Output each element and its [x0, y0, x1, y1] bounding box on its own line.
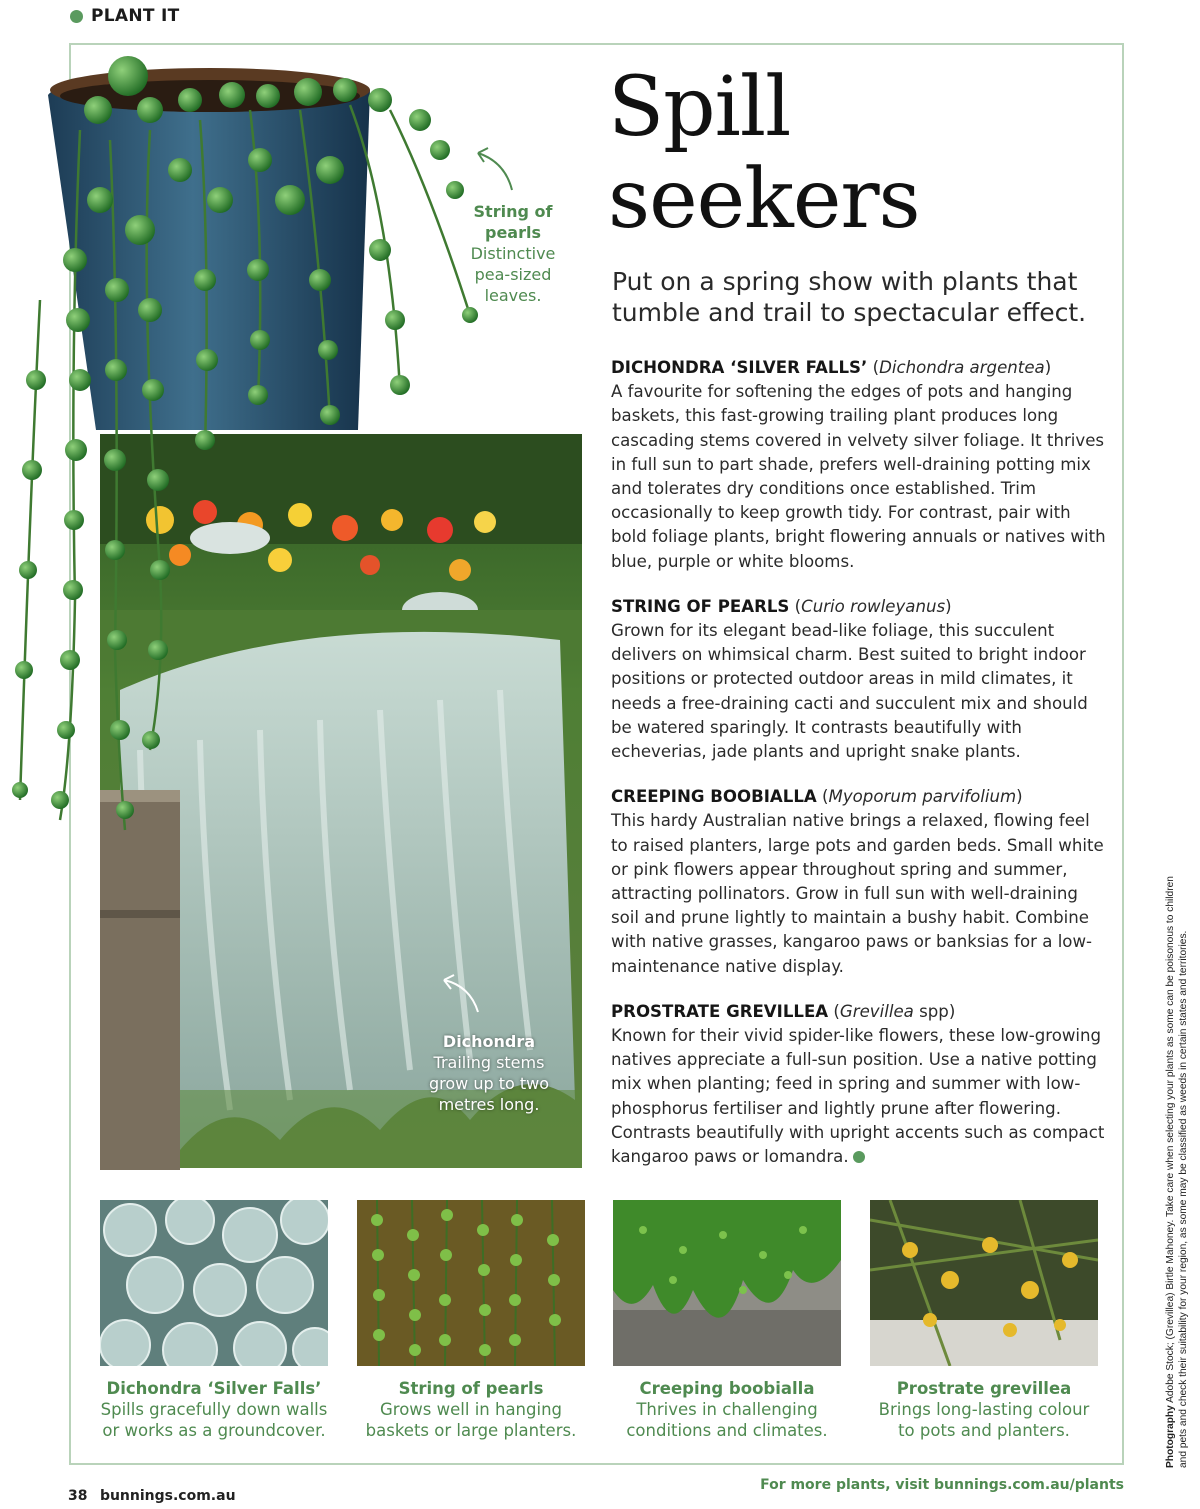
standfirst: Put on a spring show with plants that tumble and trail to spectacular effect. — [612, 267, 1087, 327]
end-mark-icon — [853, 1151, 865, 1163]
thumbnail-title: Prostrate grevillea — [896, 1379, 1072, 1398]
plant-entry: STRING OF PEARLS (Curio rowleyanus) Grown for its elegant bead-like foliage, this succulent delivers on whimsical charm. Best suited to bright indoor positions or protected outdoor areas in mild climates, it needs a free-draining cacti and succulent mix and should be watered sparingly. It contrasts beautifully with echeverias, jade plants and upright snake plants. — [611, 596, 1088, 762]
section-dot-icon — [70, 10, 83, 23]
thumbnail-card — [870, 1200, 1098, 1441]
callout-title: Dichondra — [442, 1032, 536, 1051]
plant-entry: CREEPING BOOBIALLA (Myoporum parvifolium) This hardy Australian native brings a relaxed, flowing feel to raised planters, large pots and garden beds. Small white or pink flowers appear throughout spring and summer, attracting pollinators. Grow in full sun with well-draining soil and prune lightly to maintain a bushy habit. Combine with native grasses, kangaroo paws or banksias for a low-maintenance native display. — [611, 787, 1104, 976]
callout-title: String of pearls — [473, 202, 553, 242]
thumbnail-text: Grows well in hanging baskets or large planters. — [365, 1400, 577, 1440]
thumbnail-title: Dichondra ‘Silver Falls’ — [106, 1379, 322, 1398]
section-label: PLANT IT — [91, 6, 180, 26]
callout-string-of-pearls — [452, 201, 574, 306]
title-line-1: Spill — [608, 60, 791, 155]
section-tag — [70, 6, 180, 26]
plant-latin-name: Dichondra argentea — [879, 358, 1045, 377]
title-line-2: seekers — [608, 152, 920, 247]
plant-entries — [611, 356, 1111, 1190]
thumbnail-card — [357, 1200, 585, 1441]
thumbnail-title: Creeping boobialla — [639, 1379, 815, 1398]
thumbnail-text: Brings long-lasting colour to pots and planters. — [878, 1400, 1090, 1440]
more-plants-link[interactable]: For more plants, visit bunnings.com.au/plants — [760, 1477, 1124, 1493]
dichondra-photo — [100, 1200, 328, 1366]
footer-left — [68, 1488, 236, 1504]
photo-credit — [1164, 868, 1190, 1468]
prostrate-grevillea-photo — [870, 1200, 1098, 1366]
plant-latin-name: Myoporum parvifolium — [828, 787, 1017, 807]
plant-name: STRING OF PEARLS — [611, 596, 790, 616]
site-name: bunnings.com.au — [99, 1488, 236, 1504]
plant-entry: DICHONDRA ‘SILVER FALLS’ (Dichondra argentea) A favourite for softening the edges of pots and hanging baskets, this fast-growing trailing plant produces long cascading stems covered in velvety silver foliage. It thrives in full sun to part shade, prefers well-draining potting mix and tolerates dry conditions once established. Trim occasionally to keep growth tidy. For contrast, pair with bold foliage plants, bright flowering annuals or natives with blue, purple or white blooms. — [611, 358, 1106, 571]
creeping-boobialla-photo — [613, 1200, 841, 1366]
plant-description: Grown for its elegant bead-like foliage, this succulent delivers on whimsical charm. Best suited to bright indoor positions or protected outdoor areas in mild climates, it needs a free-draining cacti and succulent mix and should be watered sparingly. It contrasts beautifully with echeverias, jade plants and upright snake plants. — [611, 621, 1088, 762]
plant-description: A favourite for softening the edges of pots and hanging baskets, this fast-growing trailing plant produces long cascading stems covered in velvety silver foliage. It thrives in full sun to part shade, prefers well-draining potting mix and tolerates dry conditions once established. Trim occasionally to keep growth tidy. For contrast, pair with bold foliage plants, bright flowering annuals or natives with blue, purple or white blooms. — [611, 382, 1106, 571]
plant-description: This hardy Australian native brings a relaxed, flowing feel to raised planters, large pots and garden beds. Small white or pink flowers appear throughout spring and summer, attracting pollinators. Grow in full sun with well-draining soil and prune lightly to maintain a bushy habit. Combine with native grasses, kangaroo paws or banksias for a low-maintenance native display. — [611, 811, 1104, 976]
thumbnail-caption — [100, 1378, 328, 1441]
thumbnail-card — [613, 1200, 841, 1441]
page-number: 38 — [68, 1488, 88, 1504]
thumbnail-title: String of pearls — [398, 1379, 544, 1398]
callout-text: Distinctive pea-sized leaves. — [470, 244, 556, 305]
plant-latin-name: Curio rowleyanus — [801, 596, 946, 616]
credit-label: Photography — [1165, 1405, 1176, 1468]
thumbnail-card — [100, 1200, 328, 1441]
plant-entry: PROSTRATE GREVILLEA (Grevillea spp) Known for their vivid spider-like flowers, these low-growing natives appreciate a full-sun position. Use a native potting mix when planting; feed in spring and summer with low-phosphorus fertiliser and lightly prune after flowering. Contrasts beautifully with upright accents such as compact kangaroo paws or lomandra. — [611, 1001, 1105, 1167]
callout-dichondra — [414, 1031, 564, 1115]
page-title — [608, 62, 920, 246]
thumbnail-caption — [870, 1378, 1098, 1441]
plant-description: Known for their vivid spider-like flowers, these low-growing natives appreciate a full-sun position. Use a native potting mix when planting; feed in spring and summer with low-phosphorus fertiliser and lightly prune after flowering. Contrasts beautifully with upright accents such as compact kangaroo paws or lomandra. — [611, 1026, 1105, 1167]
thumbnail-text: Thrives in challenging conditions and climates. — [626, 1400, 828, 1440]
thumbnail-caption — [613, 1378, 841, 1441]
plant-name: CREEPING BOOBIALLA — [611, 787, 817, 807]
thumbnail-caption — [357, 1378, 585, 1441]
plant-name: DICHONDRA ‘SILVER FALLS’ — [611, 358, 868, 377]
plant-latin-suffix: spp — [913, 1001, 949, 1021]
string-of-pearls-photo — [357, 1200, 585, 1366]
callout-text: Trailing stems grow up to two metres long. — [428, 1053, 550, 1114]
thumbnail-text: Spills gracefully down walls or works as a groundcover. — [100, 1400, 328, 1440]
plant-name: PROSTRATE GREVILLEA — [611, 1001, 829, 1021]
credit-text: Adobe Stock; (Grevillea) Birtle Mahoney. Take care when selecting your plants as some can be poisonous to children and pets and check their suitability for your region, as some may be classified as weeds in certain states and territories. — [1165, 876, 1189, 1468]
plant-latin-name: Grevillea — [839, 1001, 914, 1021]
